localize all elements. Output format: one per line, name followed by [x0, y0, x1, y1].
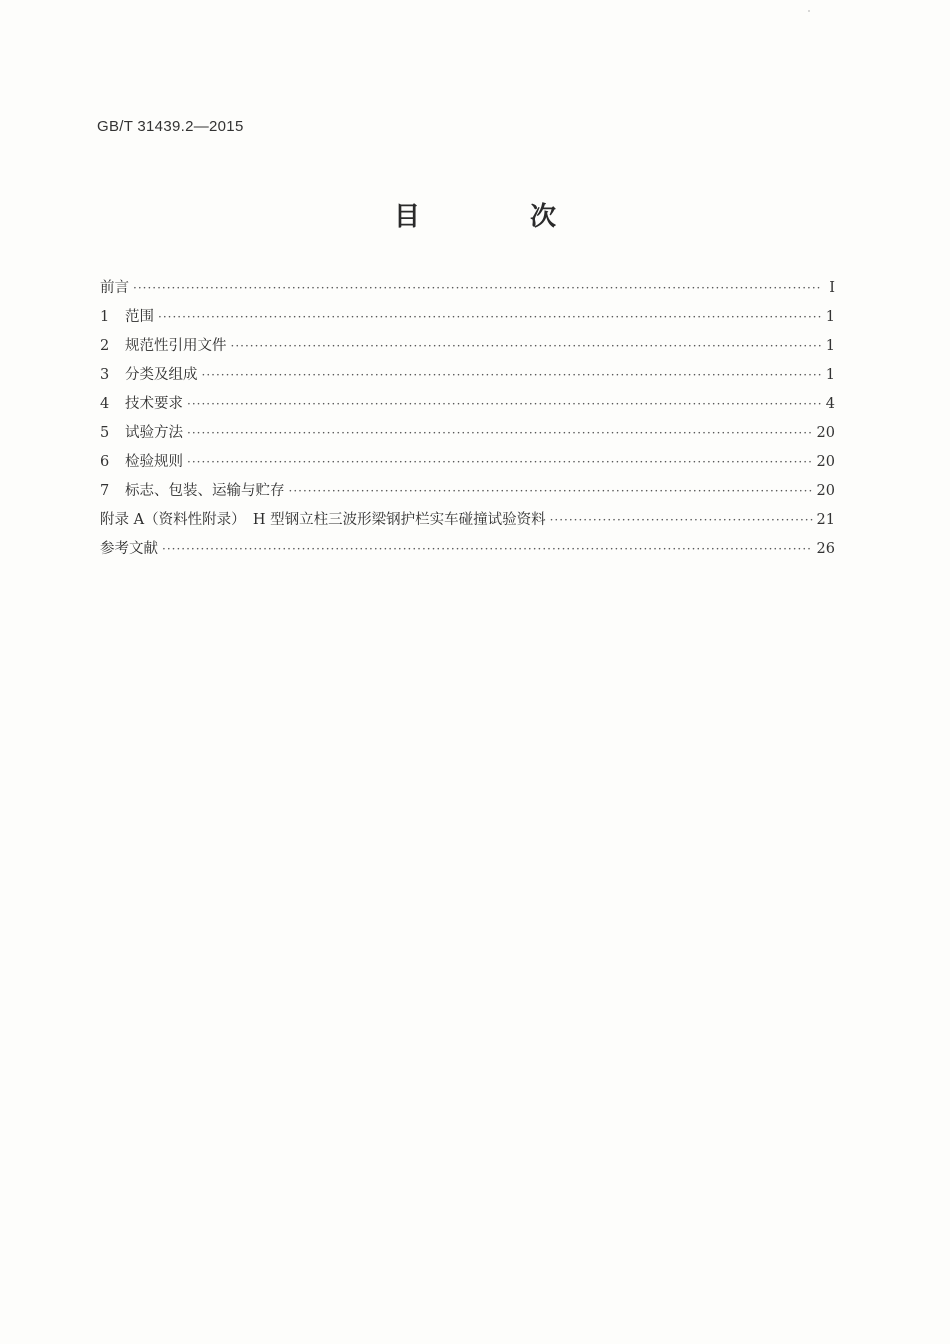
toc-dot-leader	[187, 448, 813, 477]
toc-dot-leader	[158, 303, 821, 332]
toc-entry-page: Ⅰ	[829, 280, 835, 296]
toc-entry-test-methods[interactable]	[100, 419, 835, 448]
toc-entry-label: 试验方法	[125, 425, 183, 441]
scan-speck	[808, 10, 810, 12]
toc-entry-label: 标志、包装、运输与贮存	[125, 483, 285, 499]
toc-entry-label: 技术要求	[125, 396, 183, 412]
toc-entry-label: 检验规则	[125, 454, 183, 470]
toc-dot-leader	[162, 535, 813, 564]
standard-code: GB/T 31439.2—2015	[97, 118, 244, 135]
toc-entry-page: 1	[825, 309, 835, 325]
toc-entry-label: 附录 A（资料性附录） H 型钢立柱三波形梁钢护栏实车碰撞试验资料	[100, 512, 546, 528]
toc-entry-bibliography[interactable]	[100, 535, 835, 564]
toc-dot-leader	[187, 419, 813, 448]
toc-entry-number: 4	[100, 396, 110, 412]
toc-entry-annex-a[interactable]	[100, 506, 835, 535]
toc-entry-classification[interactable]	[100, 361, 835, 390]
toc-entry-label: 范围	[125, 309, 154, 325]
toc-entry-label: 前言	[100, 280, 129, 296]
toc-entry-technical-requirements[interactable]	[100, 390, 835, 419]
toc-entry-label: 规范性引用文件	[125, 338, 227, 354]
toc-entry-label: 参考文献	[100, 541, 158, 557]
toc-entry-number: 6	[100, 454, 110, 470]
toc-dot-leader	[187, 390, 821, 419]
toc-entry-foreword[interactable]	[100, 274, 835, 303]
toc-dot-leader	[231, 332, 822, 361]
toc-entry-page: 26	[816, 541, 835, 557]
toc-entry-inspection-rules[interactable]	[100, 448, 835, 477]
table-of-contents	[100, 274, 835, 564]
toc-entry-page: 1	[825, 338, 835, 354]
page-title: 目 次	[393, 202, 598, 232]
toc-entry-page: 20	[816, 425, 835, 441]
toc-entry-page: 1	[825, 367, 835, 383]
toc-dot-leader	[289, 477, 813, 506]
toc-entry-normative-references[interactable]	[100, 332, 835, 361]
toc-entry-scope[interactable]	[100, 303, 835, 332]
toc-dot-leader	[133, 274, 821, 303]
toc-entry-page: 4	[825, 396, 835, 412]
toc-entry-number: 3	[100, 367, 110, 383]
toc-dot-leader	[550, 506, 813, 535]
toc-entry-page: 21	[816, 512, 835, 528]
toc-entry-marking-packaging[interactable]	[100, 477, 835, 506]
toc-dot-leader	[202, 361, 822, 390]
toc-entry-number: 5	[100, 425, 110, 441]
toc-entry-number: 1	[100, 309, 110, 325]
toc-entry-number: 7	[100, 483, 110, 499]
toc-entry-page: 20	[816, 483, 835, 499]
toc-entry-page: 20	[816, 454, 835, 470]
toc-entry-label: 分类及组成	[125, 367, 198, 383]
toc-entry-number: 2	[100, 338, 110, 354]
